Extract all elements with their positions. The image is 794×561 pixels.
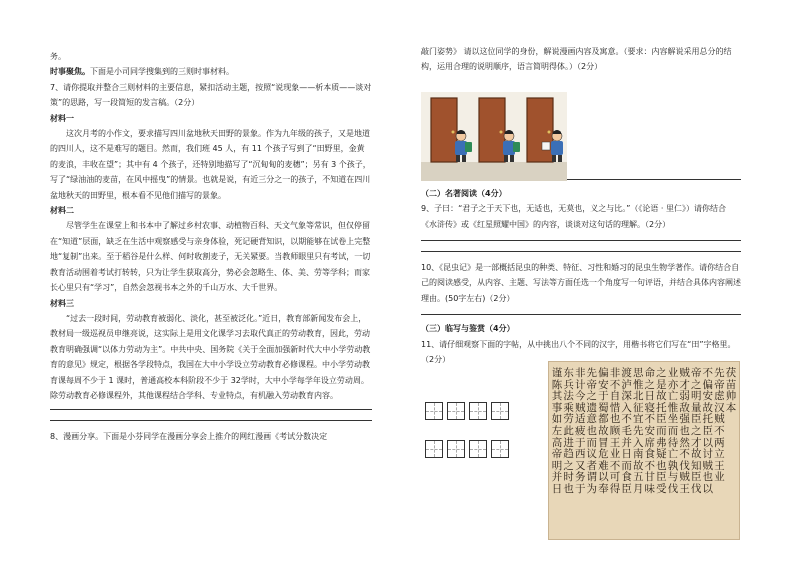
calligraphy-column: 非计今贼适疲于西又务于 xyxy=(574,367,586,495)
calligraphy-column: 渡泸深入不毛并日而食臣 xyxy=(621,367,632,495)
door-icon xyxy=(431,98,457,162)
calligraphy-column: 贼才弱敌强也然不伐贼王 xyxy=(679,367,690,495)
tianzige-cell[interactable] xyxy=(447,440,465,458)
question-10: 10、《昆虫记》是一部概括昆虫的种类、特征、习性和婚习的昆虫生物学著作。请你结合自己的阅读感受，从内容、主题、写法等方面任选一个角度写一句评语，并结合具体内容阐述理由。(50字左右)（2分） xyxy=(421,263,741,303)
section-3-title: （三）临写与鉴赏（4分） xyxy=(421,324,515,334)
door-icon xyxy=(527,98,553,162)
section-2-title: （二）名著阅读（4分） xyxy=(421,188,507,198)
tianzige-cell[interactable] xyxy=(491,440,509,458)
material-2-title: 材料二 xyxy=(50,206,74,216)
cartoon-illustration xyxy=(421,92,567,181)
answer-line xyxy=(421,251,741,252)
tianzige-row-2 xyxy=(425,440,513,458)
answer-line xyxy=(421,314,741,315)
tianzige-cell[interactable] xyxy=(469,402,487,420)
question-8: 8、漫画分享。下面是小芬同学在漫画分享会上推介的网红漫画《考试分数决定 xyxy=(50,432,328,442)
calligraphy-column: 谨陈其事如左高帝明并日 xyxy=(551,367,563,495)
calligraphy-column: 茯苗帅本 xyxy=(725,367,737,414)
calligraphy-column: 业亦亡惟坐而待亡孰与伐 xyxy=(667,367,679,495)
material-2-body: 尽管学生在课堂上和书本中了解过乡村农事、动植物百科、天文气象等常识，但仅停留在“知道”层面，缺乏在生活中观察感受与亲身体验，死记硬背知识，以期能够在试卷上完整地“复制”出来。至于稻谷是什么样、何时收割麦子，无关紧要。当教师眼里只有考试，一切教育活动围着考试打转转，只为让学生获取高分，势必会忽略生、体、美、劳等学科；而家长心里只有“学习”，自然会忽视书本之外的千山万水、大千世界。 xyxy=(50,221,371,293)
text-line: 务。 xyxy=(50,52,66,61)
calligraphy-column: 先帝之遗意也而议者谓为 xyxy=(586,367,598,495)
calligraphy-column: 偏安于蜀都故冒危难以奉 xyxy=(598,367,609,495)
tianzige-cell[interactable] xyxy=(491,402,509,420)
material-1-title: 材料一 xyxy=(50,113,74,123)
answer-line xyxy=(421,240,741,241)
calligraphy-column: 不偏安故托臣以讨贼也以 xyxy=(702,367,714,495)
calligraphy-column: 先帝虑汉贼不两立王业 xyxy=(714,367,725,484)
tianzige-cell[interactable] xyxy=(425,402,443,420)
tianzige-cell[interactable] xyxy=(469,440,487,458)
tianzige-cell[interactable] xyxy=(447,402,465,420)
calligraphy-column: 帝之明量臣之才故知臣伐 xyxy=(690,367,702,495)
question-11: 11、请仔细观察下面的字帖，从中挑出八个不同的汉字，用楷书将它们写在“田”字格里。（2分） xyxy=(421,339,736,365)
section-intro: 下面是小司同学搜集到的三则时事材料。 xyxy=(90,67,234,77)
section-title: 时事聚焦。 xyxy=(50,67,90,77)
calligraphy-column: 思惟北征宜先入南故五月 xyxy=(632,367,644,495)
calligraphy-column: 非不自惜也顾王业不可得 xyxy=(609,367,621,495)
material-3-title: 材料三 xyxy=(50,298,74,308)
tianzige-row-1 xyxy=(425,402,513,420)
section-heading xyxy=(50,64,372,79)
calligraphy-column: 命之日寝不安席食不甘味 xyxy=(644,367,656,495)
question-9: 9、子曰：“君子之于天下也，无适也，无莫也，义之与比。”（《论语 · 里仁》）请你结合《水浒传》或《红星照耀中国》的内容，谈谈对这句话的理解。（2分） xyxy=(421,204,727,229)
material-3-body: “过去一段时间，劳动教育被弱化、淡化，甚至被泛化。”近日，教育部新闻发布会上，教材局一级巡视员申继亮说，这实际上是用文化课学习去取代真正的劳动教育，因此，劳动教育明确强调“以体力劳动为主”。中共中央、国务院《关于全面加强新时代大中小学劳动教育的意见》规定，根据各学段特点，我国在大中小学设立劳动教育必修课程。中小学劳动教育课每周不少于 1 课时，普通高校本科阶段不少于 32学时，大中小学每学年设立劳动周。除劳动教育必修课程外，其他课程结合学科、专业特点，有机融入劳动教育内容。 xyxy=(50,313,371,400)
calligraphy-column: 之是故托臣而弗疑也臣受 xyxy=(656,367,667,495)
question-7: 7、请你提取并整合三则材料的主要信息，紧扣活动主题，按照“说现象——析本质——谈对策”的思路，写一段简短的发言稿。（2分） xyxy=(50,82,372,108)
material-1-body: 这次月考的小作文，要求描写四川盆地秋天田野的景象。作为九年级的孩子，又是地道的四川人，这不是难写的题目。然而，我们班 45 人，有 11 个孩子写到了“田野里，金黄的麦浪，丰收在望”；其中有 4 个孩子，还特别地描写了“沉甸甸的麦穗”；另有 3 个孩子，写了“绿油油的麦苗，在风中摇曳”的情景。也就是说，有近三分之一的孩子，不知道在四川盆地秋天的田野里，根本看不见他们描写的景象。 xyxy=(50,129,371,200)
calligraphy-copybook-image xyxy=(548,361,740,540)
question-8-continued: 敲门姿势》 请以这位同学的身份，解说漫画内容及寓意。（要求：内容解说采用总分的结构，运用合理的说明顺序，语言简明得体。）（2分） xyxy=(421,47,732,72)
tianzige-cell[interactable] xyxy=(425,440,443,458)
right-column xyxy=(421,0,741,367)
door-icon xyxy=(479,98,505,162)
left-column xyxy=(50,0,372,445)
answer-line xyxy=(50,409,372,410)
calligraphy-column: 东兵法乘劳此进趋之时也 xyxy=(563,367,574,495)
answer-line xyxy=(50,420,372,421)
